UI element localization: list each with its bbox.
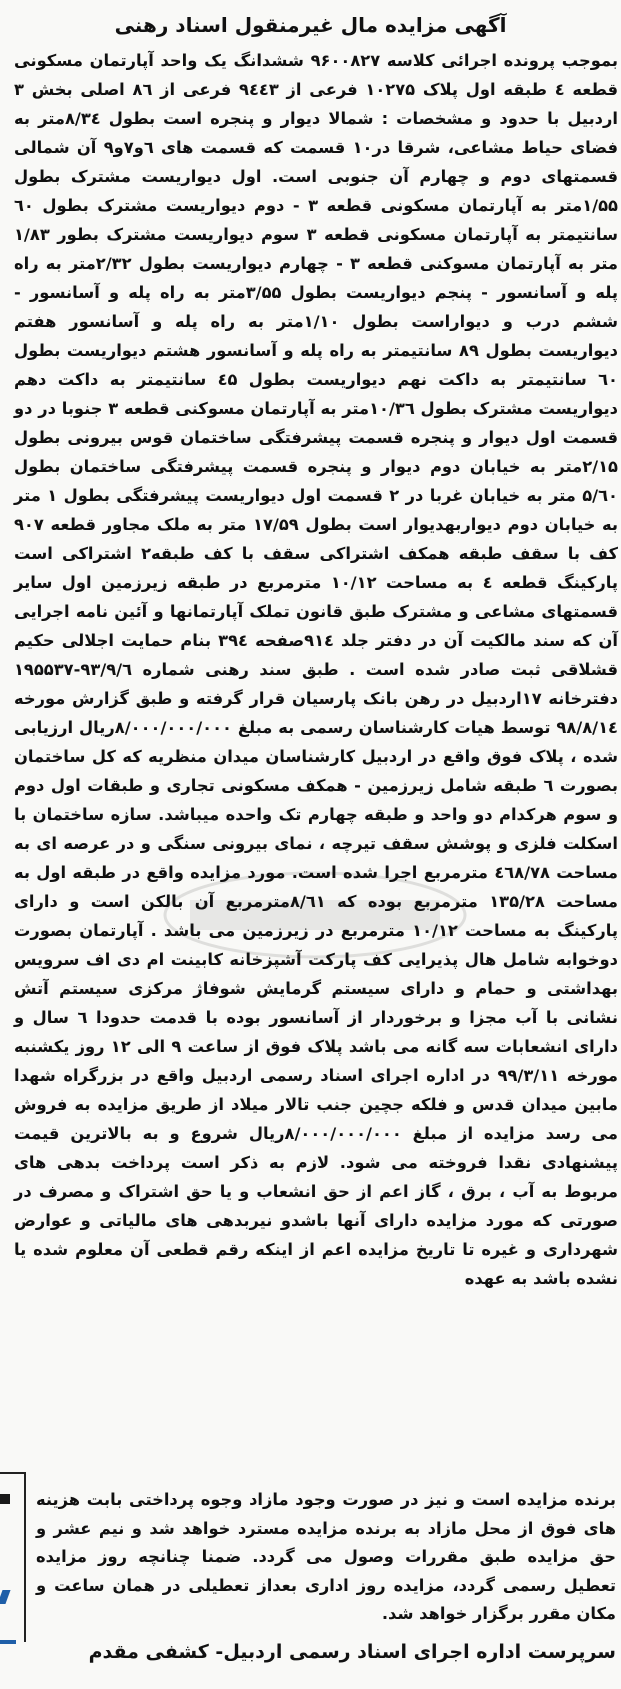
edge-dash-mark	[0, 1640, 16, 1644]
column-divider	[24, 1472, 26, 1642]
ad-body-continued: برنده مزایده است و نیز در صورت وجود مازاد وجوه پرداختی بابت هزینه های فوق از محل مازاد به برنده مزایده مسترد خواهد شد و نیم عشر و حق مزایده طبق مقررات وصول می گردد. ضمنا چنانچه روز مزایده تعطیل رسمی گردد، مزایده روز اداری بعداز تعطیلی در همان ساعت و مکان مقرر برگزار خواهد شد.	[36, 1490, 616, 1623]
edge-bullet-mark	[0, 1494, 10, 1504]
edge-accent-mark	[0, 1590, 11, 1604]
ad-title: آگهی مزایده مال غیرمنقول اسناد رهنی	[114, 13, 507, 37]
ad-body-text: بموجب پرونده اجرائی کلاسه ۹۶۰۰۸۲۷ ششدانگ یک واحد آپارتمان مسکونی قطعه ٤ طبقه اول پلاک ۱۰۲۷۵ فرعی از ۹٤٤۳ فرعی از ۸٦ اصلی بخش ۳ اردبیل با حدود و مشخصات : شمالا دیوار و پنجره است بطول ۸/۳٤متر به فضای حیاط مشاعی، شرقا در۱۰ قسمت که قسمت های ٦و۷و۹ آن شمالی قسمتهای دوم و چهارم آن جنوبی است. اول دیواریست مشترک بطول ۱/۵۵متر به آپارتمان مسکونی قطعه ۳ - دوم دیواریست مشترک بطول ٦۰ سانتیمتر به آپارتمان مسکونی قطعه ۳ سوم دیواریست مشترک بطور ۱/۸۳ متر به آپارتمان مسوکنی قطعه ۳ - چهارم دیواریست بطول ۲/۳۲متر به راه پله و آسانسور - پنجم دیواریست بطول ۳/۵۵متر به راه پله و آسانسور - ششم درب و دیواراست بطول ۱/۱۰متر به راه پله و آسانسور هفتم دیواریست بطول ۸۹ سانتیمتر به راه پله و آسانسور هشتم دیواریست بطول ٦۰ سانتیمتر به داکت نهم دیواریست بطول ٤۵ سانتیمتر به داکت دهم دیواریست مشترک بطول ۱۰/۳٦متر به آپارتمان مسوکنی قطعه ۳ جنوبا در دو قسمت اول دیوار و پنجره قسمت پیشرفتگی ساختمان قوس بیرونی بطول ۲/۱۵متر به خیابان دوم دیوار و پنجره قسمت پیشرفتگی ساختمان بطول ۵/٦۰ متر به خیابان غربا در ۲ قسمت اول دیواریست پیشرفتگی بطول ۱ متر به خیابان دوم دیواربهدیوار است بطول ۱۷/۵۹ متر به ملک مجاور قطعه ۹۰۷ کف با سقف طبقه همکف اشتراکی سقف با کف طبقه۲ اشتراکی است پارکینگ قطعه ٤ به مساحت ۱۰/۱۲ مترمربع در طبقه زیرزمین اول سایر قسمتهای مشاعی و مشترک طبق قانون تملک آپارتمانها و آئین نامه اجرایی آن که سند مالکیت آن در دفتر جلد ۹۱٤صفحه ۳۹٤ بنام حمایت اجلالی حکیم قشلاقی ثبت صادر شده است . طبق سند رهنی شماره ۹۳/۹/٦-۱۹۵۵۳۷ دفترخانه ۱۷اردبیل در رهن بانک پارسیان قرار گرفته و طبق گزارش مورخه ۹۸/۸/۱٤ توسط هیات کارشناسان رسمی به مبلغ ۸/۰۰۰/۰۰۰/۰۰۰ریال ارزیابی شده ، پلاک فوق واقع در اردبیل کارشناسان میدان منظریه که کل ساختمان بصورت ٦ طبقه شامل زیرزمین - همکف مسکونی تجاری و طبقات اول دوم و سوم هرکدام دو واحد و طبقه چهارم تک واحده میباشد. سازه ساختمان با اسکلت فلزی و پوشش سقف تیرچه ، نمای بیرونی سنگی و در عرصه ای به مساحت ٤٦۸/۷۸ مترمربع اجرا شده است. مورد مزایده واقع در طبقه اول به مساحت ۱۳۵/۲۸ مترمربع بوده که ۸/٦۱مترمربع آن بالکن است و دارای پارکینگ به مساحت ۱۰/۱۲ مترمربع در زیرزمین می باشد . آپارتمان بصورت دوخوابه شامل هال پذیرایی کف پارکت آشپزخانه کابینت ام دی اف سرویس بهداشتی و حمام و دارای سیستم گرمایش شوفاژ مرکزی سیستم آتش نشانی با آب مجزا و برخوردار از آسانسور بوده با قدمت حدودا ٦ سال و دارای انشعابات سه گانه می باشد پلاک فوق از ساعت ۹ الی ۱۲ روز یکشنبه مورخه ۹۹/۳/۱۱ در اداره اجرای اسناد رسمی اردبیل واقع در بزرگراه شهدا مابین میدان قدس و فلکه جچین جنب تالار میلاد از طریق مزایده به فروش می رسد مزایده از مبلغ ۸/۰۰۰/۰۰۰/۰۰۰ریال شروع و به بالاترین قیمت پیشنهادی نقدا فروخته می شود. لازم به ذکر است پرداخت بدهی های مربوط به آب ، برق ، گاز اعم از حق انشعاب و یا حق اشتراک و مصرف در صورتی که مورد مزایده دارای آنها باشدو نیربدهی های مالیاتی و عوارض شهرداری و غیره تا تاریخ مزایده اعم از اینکه رقم قطعی آن معلوم شده یا نشده باشد به عهده	[14, 51, 619, 1288]
column-divider-top	[0, 1472, 26, 1474]
signature-line: سرپرست اداره اجرای اسناد رسمی اردبیل- کشفی مقدم	[88, 1641, 616, 1663]
